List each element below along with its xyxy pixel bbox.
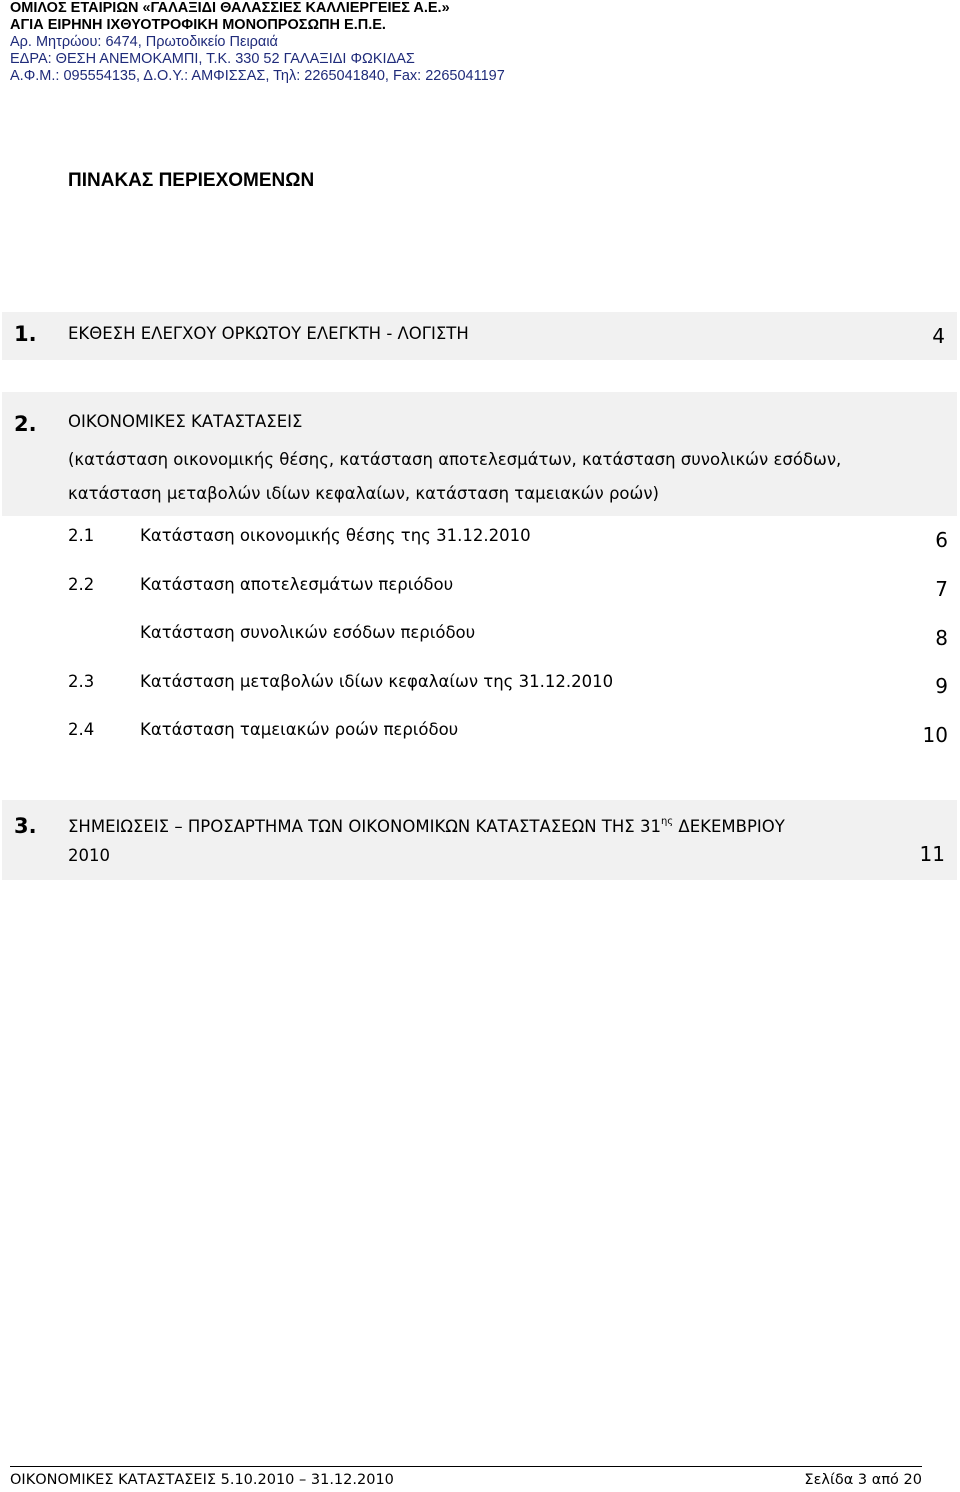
section-2-desc-line2: κατάσταση μεταβολών ιδίων κεφαλαίων, κατάσταση ταμειακών ροών) xyxy=(68,484,659,503)
subsection-title: Κατάσταση ταμειακών ροών περιόδου xyxy=(140,720,459,739)
section-2-desc-line1: (κατάσταση οικονομικής θέσης, κατάσταση αποτελεσμάτων, κατάσταση συνολικών εσόδων, xyxy=(68,450,842,469)
header-group-name: ΟΜΙΛΟΣ ΕΤΑΙΡΙΩΝ «ΓΑΛΑΞΙΔΙ ΘΑΛΑΣΣΙΕΣ ΚΑΛΛΙΕΡΓΕΙΕΣ Α.Ε.» xyxy=(10,0,450,16)
section-3-number: 3. xyxy=(14,814,37,838)
header-tax-contact: Α.Φ.Μ.: 095554135, Δ.Ο.Υ.: ΑΜΦΙΣΣΑΣ, Τηλ: 2265041840, Fax: 2265041197 xyxy=(10,68,505,84)
header-registry: Αρ. Μητρώου: 6474, Πρωτοδικείο Πειραιά xyxy=(10,34,278,50)
subsection-title: Κατάσταση αποτελεσμάτων περιόδου xyxy=(140,575,454,594)
header-address: ΕΔΡΑ: ΘΕΣΗ ΑΝΕΜΟΚΑΜΠΙ, Τ.Κ. 330 52 ΓΑΛΑΞΙΔΙ ΦΩΚΙΔΑΣ xyxy=(10,51,415,67)
subsection-title: Κατάσταση μεταβολών ιδίων κεφαλαίων της 31.12.2010 xyxy=(140,672,614,691)
header-company-name: ΑΓΙΑ ΕΙΡΗΝΗ ΙΧΘΥΟΤΡΟΦΙΚΗ ΜΟΝΟΠΡΟΣΩΠΗ Ε.Π.Ε. xyxy=(10,17,386,33)
subsection-number: 2.2 xyxy=(68,575,95,594)
section-3-page: 11 xyxy=(919,842,945,866)
subsection-number: 2.3 xyxy=(68,672,95,691)
section-3-title-part: ΣΗΜΕΙΩΣΕΙΣ – ΠΡΟΣΑΡΤΗΜΑ ΤΩΝ ΟΙΚΟΝΟΜΙΚΩΝ ΚΑΤΑΣΤΑΣΕΩΝ ΤΗΣ 31 xyxy=(68,817,661,836)
section-2-title: ΟΙΚΟΝΟΜΙΚΕΣ ΚΑΤΑΣΤΑΣΕΙΣ xyxy=(68,412,303,431)
subsection-number: 2.4 xyxy=(68,720,95,739)
toc-section-1[interactable] xyxy=(2,312,957,360)
subsection-title: Κατάσταση οικονομικής θέσης της 31.12.2010 xyxy=(140,526,531,545)
footer-page-number: Σελίδα 3 από 20 xyxy=(804,1472,922,1488)
subsection-page: 10 xyxy=(922,723,948,747)
section-3-title-month: ΔΕΚΕΜΒΡΙΟΥ xyxy=(673,817,785,836)
footer-divider xyxy=(10,1466,922,1467)
subsection-title: Κατάσταση συνολικών εσόδων περιόδου xyxy=(140,623,476,642)
footer-document-title: ΟΙΚΟΝΟΜΙΚΕΣ ΚΑΤΑΣΤΑΣΕΙΣ 5.10.2010 – 31.12.2010 xyxy=(10,1472,394,1488)
company-header xyxy=(10,0,950,85)
section-1-number: 1. xyxy=(14,322,37,346)
section-3-title-year: 2010 xyxy=(68,846,110,865)
subsection-number: 2.1 xyxy=(68,526,95,545)
toc-section-2[interactable] xyxy=(2,392,957,516)
section-1-page: 4 xyxy=(932,324,945,348)
subsection-page: 6 xyxy=(935,528,948,552)
ordinal-superscript: ης xyxy=(660,816,674,827)
toc-section-3[interactable] xyxy=(2,800,957,880)
subsection-page: 9 xyxy=(935,674,948,698)
section-3-title xyxy=(68,812,785,837)
subsection-page: 7 xyxy=(935,577,948,601)
subsection-page: 8 xyxy=(935,626,948,650)
section-1-title: ΕΚΘΕΣΗ ΕΛΕΓΧΟΥ ΟΡΚΩΤΟΥ ΕΛΕΓΚΤΗ - ΛΟΓΙΣΤΗ xyxy=(68,324,469,343)
toc-title: ΠΙΝΑΚΑΣ ΠΕΡΙΕΧΟΜΕΝΩΝ xyxy=(68,170,315,191)
section-2-number: 2. xyxy=(14,412,37,436)
